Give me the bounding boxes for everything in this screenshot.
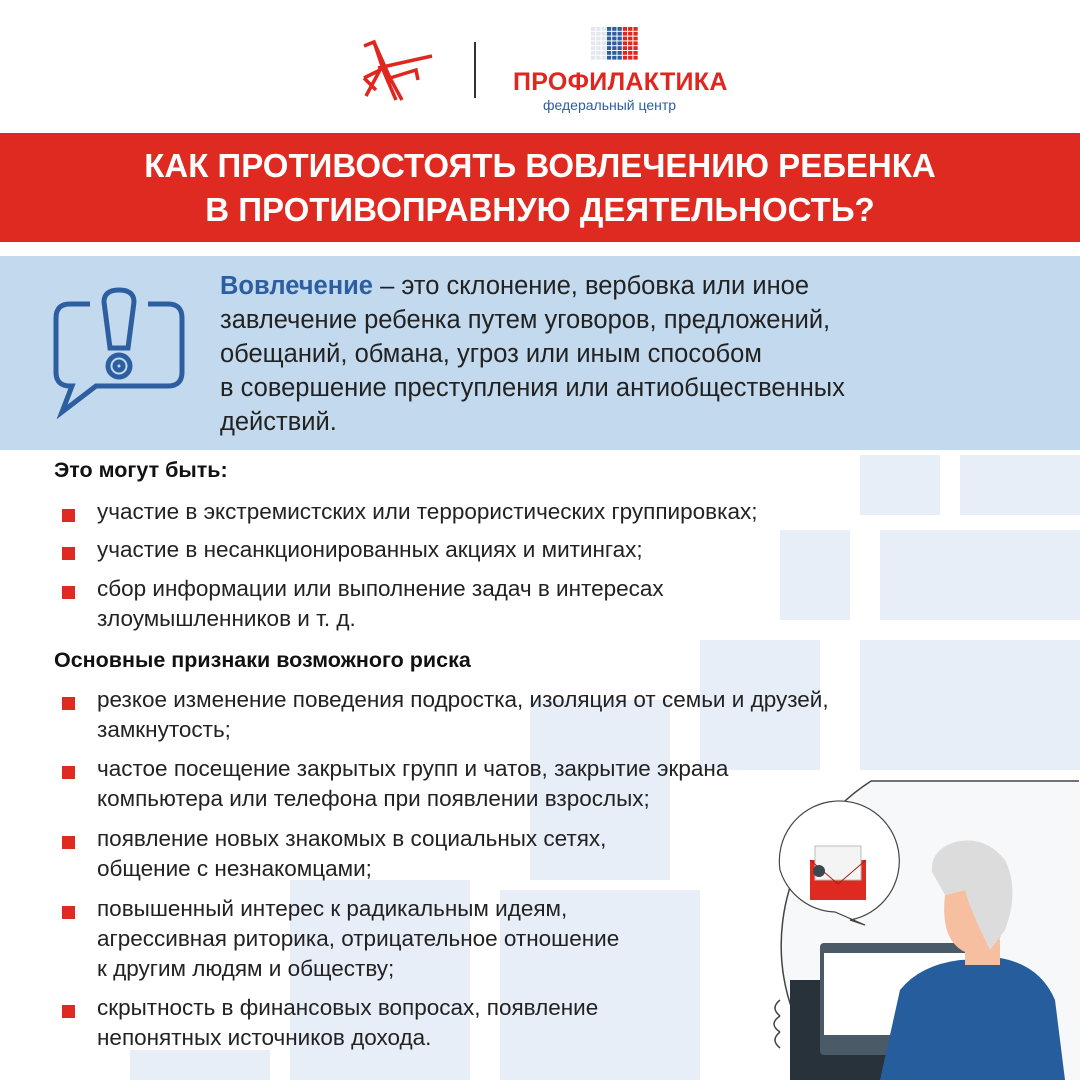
logo-grid-cell — [633, 46, 637, 50]
logo-grid-cell — [612, 27, 616, 31]
logo-grid-cell — [618, 51, 622, 55]
logo-grid-cell — [628, 41, 632, 45]
logo-grid-cell — [596, 51, 600, 55]
brand-name: ПРОФИЛАКТИКА — [513, 68, 728, 96]
logo-grid-cell — [628, 56, 632, 60]
logo-grid-cell — [591, 56, 595, 60]
list-item: повышенный интерес к радикальным идеям, агрессивная риторика, отрицательное отношение к другим людям и обществу; — [97, 896, 620, 981]
logo-grid-cell — [596, 32, 600, 36]
horse-logo-icon — [360, 38, 442, 103]
logo-grid-cell — [628, 46, 632, 50]
logo-grid-cell — [628, 32, 632, 36]
logo-grid-cell — [602, 51, 606, 55]
logo-grid-cell — [607, 46, 611, 50]
definition-body: – это склонение, вербовка или иное завлечение ребенка путем уговоров, предложений, обещаний, обмана, угроз или иным способом в совершение преступления или антиобщественных действий. — [220, 272, 845, 436]
list-item: участие в экстремистских или террористических группировках; — [97, 499, 758, 524]
logo-grid-cell — [607, 37, 611, 41]
logo-grid-cell — [596, 56, 600, 60]
logo-grid-cell — [602, 37, 606, 41]
list-item: скрытность в финансовых вопросах, появление непонятных источников дохода. — [97, 995, 599, 1050]
list-item: частое посещение закрытых групп и чатов, закрытие экрана компьютера или телефона при появлении взрослых; — [97, 756, 729, 811]
bullet-icon — [62, 547, 75, 560]
logo-grid-cell — [596, 27, 600, 31]
exclamation-speech-bubble-icon — [50, 284, 190, 419]
logo-grid-cell — [623, 37, 627, 41]
logo-grid-cell — [633, 37, 637, 41]
logo-grid-cell — [596, 37, 600, 41]
logo-grid-cell — [623, 32, 627, 36]
logo-grid-cell — [591, 51, 595, 55]
header — [0, 0, 1080, 133]
logo-grid-cell — [612, 56, 616, 60]
bullet-icon — [62, 586, 75, 599]
logo-grid-cell — [623, 27, 627, 31]
logo-grid-cell — [618, 41, 622, 45]
logo-grid-cell — [596, 46, 600, 50]
logo-grid-cell — [596, 41, 600, 45]
brand-subtitle: федеральный центр — [543, 97, 677, 113]
logo-grid-cell — [618, 27, 622, 31]
logo-grid-cell — [591, 32, 595, 36]
logo-grid-cell — [612, 32, 616, 36]
logo-grid-cell — [623, 46, 627, 50]
logo-grid-cell — [633, 32, 637, 36]
logo-grid-cell — [633, 41, 637, 45]
page-title: КАК ПРОТИВОСТОЯТЬ ВОВЛЕЧЕНИЮ РЕБЕНКА В ПРОТИВОПРАВНУЮ ДЕЯТЕЛЬНОСТЬ? — [0, 133, 1080, 242]
person-at-computer-illustration — [760, 780, 1080, 1080]
logo-grid-cell — [633, 56, 637, 60]
logo-grid-cell — [623, 51, 627, 55]
logo-grid-cell — [633, 51, 637, 55]
logo-grid-cell — [607, 27, 611, 31]
logo-divider — [474, 42, 476, 98]
bullet-icon — [62, 906, 75, 919]
bullet-icon — [62, 509, 75, 522]
bullet-icon — [62, 1005, 75, 1018]
logo-grid-cell — [618, 46, 622, 50]
logo-grid-cell — [612, 51, 616, 55]
logo-grid-cell — [591, 41, 595, 45]
logo-grid-cell — [628, 51, 632, 55]
logo-grid-cell — [602, 32, 606, 36]
list-item: участие в несанкционированных акциях и митингах; — [97, 537, 643, 562]
logo-grid-cell — [623, 56, 627, 60]
list-item: резкое изменение поведения подростка, изоляция от семьи и друзей, замкнутость; — [97, 687, 829, 742]
logo-grid-cell — [623, 41, 627, 45]
bullet-icon — [62, 697, 75, 710]
logo-grid-cell — [591, 37, 595, 41]
logo-grid-cell — [602, 46, 606, 50]
logo-grid-cell — [618, 32, 622, 36]
bullet-icon — [62, 766, 75, 779]
logo-grid-cell — [591, 27, 595, 31]
definition-text — [220, 269, 1050, 439]
envelope-icon — [810, 846, 866, 900]
logo-grid-cell — [633, 27, 637, 31]
logo-grid-cell — [628, 27, 632, 31]
logo-grid-cell — [628, 37, 632, 41]
logo-grid-cell — [602, 41, 606, 45]
logo-grid-cell — [591, 46, 595, 50]
logo-grid-cell — [618, 56, 622, 60]
logo-grid-cell — [607, 32, 611, 36]
logo-grid-cell — [612, 37, 616, 41]
logo-grid-cell — [618, 37, 622, 41]
definition-panel — [0, 256, 1080, 450]
logo-grid-cell — [607, 56, 611, 60]
bullet-icon — [62, 836, 75, 849]
logo-grid-cell — [607, 41, 611, 45]
logo-grid-cell — [607, 51, 611, 55]
logo-grid-cell — [612, 41, 616, 45]
list-item: появление новых знакомых в социальных сетях, общение с незнакомцами; — [97, 826, 607, 881]
definition-term: Вовлечение — [220, 272, 373, 300]
logo-grid-cell — [612, 46, 616, 50]
section2-heading: Основные признаки возможного риска — [54, 648, 471, 672]
section1-heading: Это могут быть: — [54, 458, 228, 482]
list-item: сбор информации или выполнение задач в интересах злоумышленников и т. д. — [97, 576, 664, 631]
logo-grid-cell — [602, 56, 606, 60]
flag-grid-logo-icon — [591, 27, 639, 61]
logo-grid-cell — [602, 27, 606, 31]
